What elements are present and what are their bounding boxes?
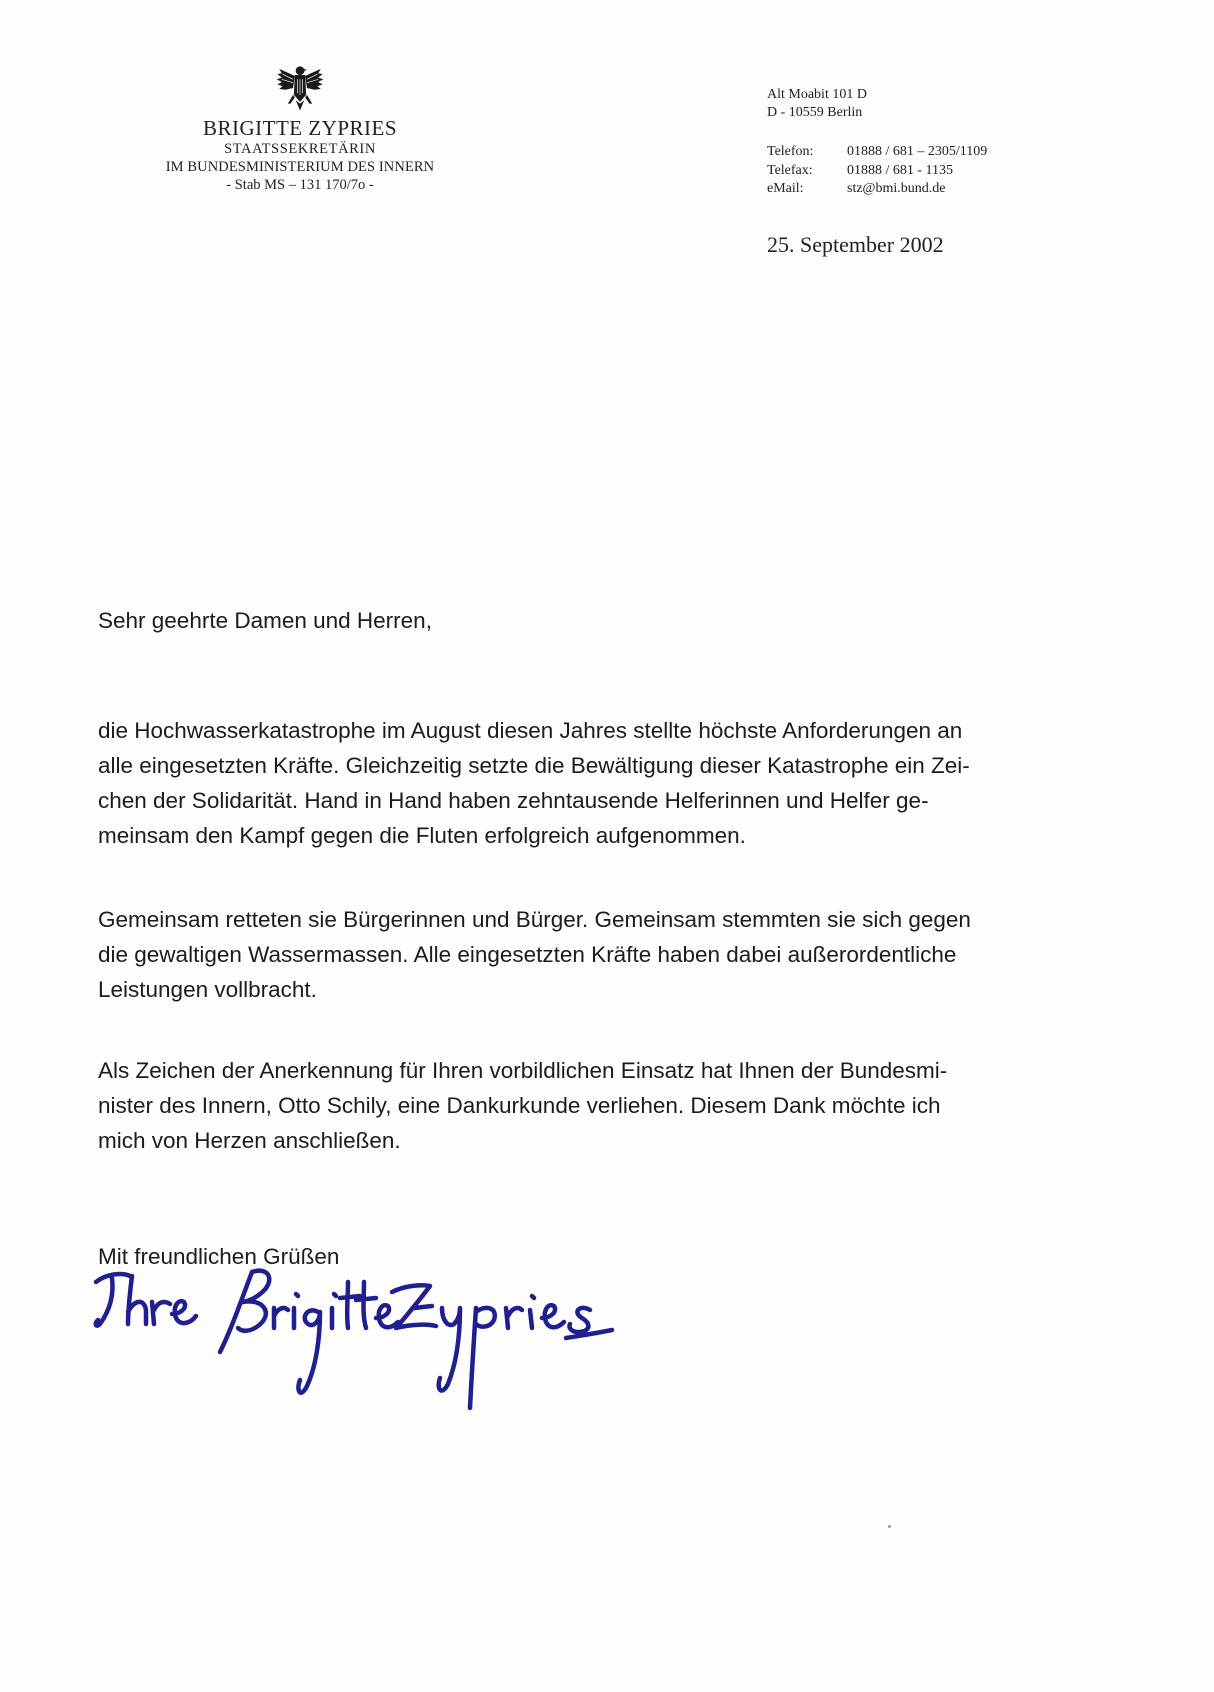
reference-number: - Stab MS – 131 170/7o - — [226, 177, 374, 193]
sender-address — [767, 86, 867, 122]
contact-row-fax — [767, 162, 987, 181]
salutation: Sehr geehrte Damen und Herren, — [98, 608, 432, 633]
handwritten-signature — [92, 1268, 632, 1428]
paragraph-line: chen der Solidarität. Hand in Hand haben zehntausende Helferinnen und Helfer ge- — [98, 788, 929, 813]
paragraph-line: meinsam den Kampf gegen die Fluten erfolgreich aufgenommen. — [98, 823, 746, 848]
contact-label: Telefon: — [767, 144, 814, 159]
paragraph-line: Leistungen vollbracht. — [98, 977, 317, 1002]
sender-title: STAATSSEKRETÄRIN — [224, 141, 376, 157]
closing: Mit freundlichen Grüßen — [98, 1244, 340, 1269]
paragraph-line: mich von Herzen anschließen. — [98, 1128, 401, 1153]
contact-value: stz@bmi.bund.de — [847, 181, 946, 196]
address-street: Alt Moabit 101 D — [767, 87, 867, 102]
paragraph-line: die gewaltigen Wassermassen. Alle eingesetzten Kräfte haben dabei außerordentliche — [98, 942, 957, 967]
contact-details — [767, 143, 987, 199]
paragraph — [98, 902, 1078, 1007]
contact-label: Telefax: — [767, 162, 813, 178]
paragraph-line: Als Zeichen der Anerkennung für Ihren vorbildlichen Einsatz hat Ihnen der Bundesmi- — [98, 1058, 948, 1083]
address-city: D - 10559 Berlin — [767, 105, 863, 120]
contact-value: 01888 / 681 – 2305/1109 — [847, 144, 988, 159]
paragraph — [98, 1053, 1078, 1158]
paragraph — [98, 713, 1078, 853]
paragraph-line: nister des Innern, Otto Schily, eine Dankurkunde verliehen. Diesem Dank möchte ich — [98, 1093, 941, 1118]
federal-eagle-icon — [274, 62, 326, 114]
contact-label: eMail: — [767, 181, 804, 196]
contact-value: 01888 / 681 - 1135 — [847, 162, 954, 178]
sender-ministry: IM BUNDESMINISTERIUM DES INNERN — [165, 159, 435, 175]
paragraph-line: alle eingesetzten Kräfte. Gleichzeitig setzte die Bewältigung dieser Katastrophe ein Zei- — [98, 753, 970, 778]
paper-speck — [888, 1525, 891, 1528]
contact-row-phone — [767, 143, 987, 162]
letterhead — [120, 62, 480, 195]
paragraph-line: Gemeinsam retteten sie Bürgerinnen und Bürger. Gemeinsam stemmten sie sich gegen — [98, 907, 971, 932]
paragraph-line: die Hochwasserkatastrophe im August diesen Jahres stellte höchste Anforderungen an — [98, 718, 963, 743]
letter-date: 25. September 2002 — [767, 232, 944, 257]
sender-name: BRIGITTE ZYPRIES — [202, 116, 398, 140]
contact-row-email — [767, 180, 987, 199]
